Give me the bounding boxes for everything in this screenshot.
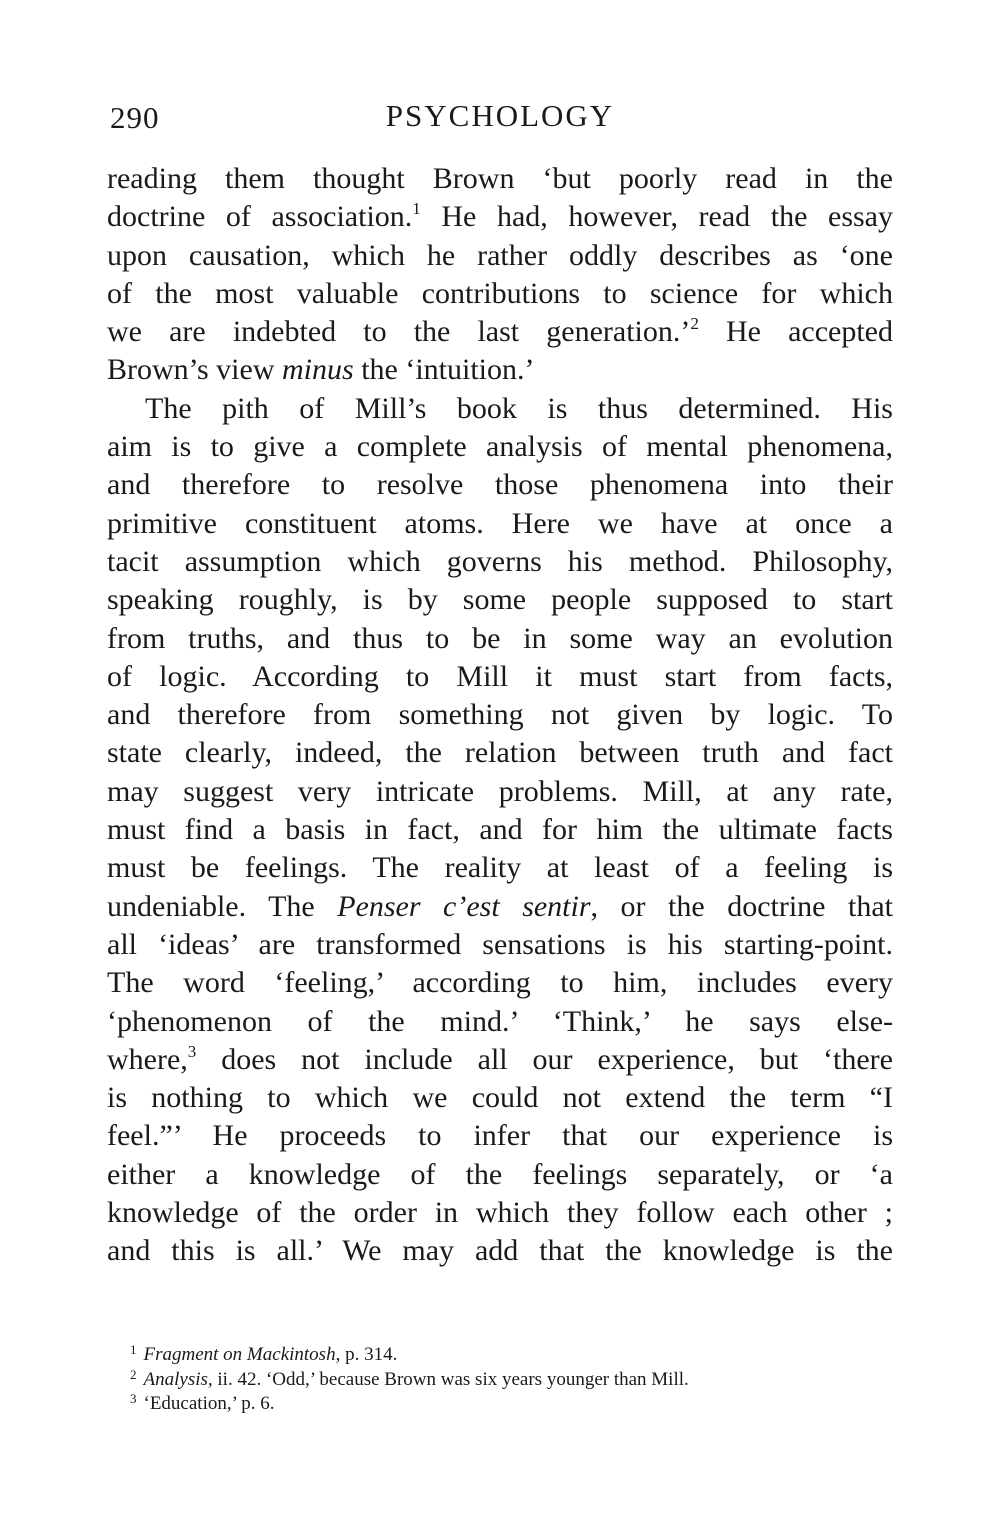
text-run: , or the doctrine that [590, 889, 893, 923]
italic-text: minus [282, 353, 354, 387]
footnote [130, 1338, 890, 1363]
italic-text: Analysis [143, 1368, 208, 1390]
text-run: of logic. According to Mill it must start from facts, [107, 659, 893, 693]
text-line [107, 1041, 893, 1079]
text-line [107, 466, 893, 504]
text-line [107, 773, 893, 811]
text-line [107, 1117, 893, 1155]
running-title: PSYCHOLOGY [385, 98, 615, 133]
text-line [107, 926, 893, 964]
text-line [107, 888, 893, 926]
text-run: where, [107, 1042, 188, 1076]
text-line [107, 160, 893, 198]
text-line [107, 198, 893, 236]
text-line [107, 1194, 893, 1232]
text-run: the ‘intuition.’ [353, 353, 535, 387]
text-line [107, 275, 893, 313]
text-run: ‘phenomenon of the mind.’ ‘Think,’ he says else- [107, 1004, 893, 1038]
text-line [107, 849, 893, 887]
footnote-reference: 3 [187, 1041, 197, 1061]
page-number: 290 [110, 100, 160, 135]
footnote [130, 1387, 890, 1412]
footnote-reference: 1 [412, 199, 421, 219]
text-line [107, 1156, 893, 1194]
text-run: from truths, and thus to be in some way an evolution [107, 621, 893, 655]
italic-text: Fragment on Mackintosh [143, 1344, 336, 1365]
text-line [107, 390, 893, 428]
text-run: we are indebted to the last generation.’ [107, 315, 691, 349]
text-run: , p. 314. [335, 1344, 398, 1365]
text-line [107, 428, 893, 466]
text-line [107, 1003, 893, 1041]
text-run: primitive constituent atoms. Here we have at once a [107, 506, 893, 540]
text-run: undeniable. The [107, 889, 338, 923]
text-run: state clearly, indeed, the relation between truth and fact [107, 736, 893, 770]
text-line [107, 696, 893, 734]
text-run: The word ‘feeling,’ according to him, includes every [107, 966, 893, 1000]
body-text [107, 160, 893, 1271]
text-run: must find a basis in fact, and for him the ultimate facts [107, 813, 893, 847]
text-line [107, 811, 893, 849]
text-run: knowledge of the order in which they follow each other ; [107, 1196, 893, 1230]
footnotes [130, 1338, 890, 1412]
text-line [107, 658, 893, 696]
text-run: and this is all.’ We may add that the knowledge is the [107, 1234, 893, 1268]
text-run: He had, however, read the essay [420, 200, 893, 234]
text-run: He accepted [698, 315, 893, 349]
text-line [107, 734, 893, 772]
text-run: feel.”’ He proceeds to infer that our experience is [107, 1119, 893, 1153]
text-line [107, 351, 893, 389]
text-run: either a knowledge of the feelings separately, or ‘a [107, 1157, 893, 1191]
text-run: all ‘ideas’ are transformed sensations is his starting-point. [107, 927, 893, 961]
italic-text: Penser c’est sentir [337, 889, 591, 923]
text-run: aim is to give a complete analysis of mental phenomena, [107, 430, 893, 464]
text-run: is nothing to which we could not extend the term “I [107, 1081, 893, 1115]
text-run: Brown’s view [107, 353, 282, 387]
text-run: may suggest very intricate problems. Mill, at any rate, [107, 774, 893, 808]
text-line [107, 581, 893, 619]
text-run: The pith of Mill’s book is thus determined. His [145, 391, 893, 425]
text-line [107, 237, 893, 275]
text-line [107, 505, 893, 543]
text-line [107, 620, 893, 658]
text-run: speaking roughly, is by some people supposed to start [107, 583, 893, 617]
text-run: upon causation, which he rather oddly describes as ‘one [107, 238, 893, 272]
text-line [107, 313, 893, 351]
footnote-reference: 2 [690, 314, 699, 334]
text-line [107, 1079, 893, 1117]
text-line [107, 964, 893, 1002]
text-run: of the most valuable contributions to science for which [107, 276, 893, 310]
text-run: , ii. 42. ‘Odd,’ because Brown was six years younger than Mill. [207, 1368, 689, 1390]
text-line [107, 1232, 893, 1270]
footnote [130, 1363, 890, 1388]
text-run: ‘Education,’ p. 6. [143, 1393, 275, 1414]
text-line [107, 543, 893, 581]
text-run: reading them thought Brown ‘but poorly read in the [107, 162, 893, 195]
footnote-mark: 2 [130, 1366, 137, 1382]
text-run: does not include all our experience, but ‘there [196, 1042, 893, 1076]
text-run: must be feelings. The reality at least of a feeling is [107, 851, 893, 885]
footnote-mark: 1 [130, 1342, 137, 1357]
text-run: and therefore from something not given by logic. To [107, 698, 893, 732]
text-run: and therefore to resolve those phenomena into their [107, 468, 893, 502]
text-run: tacit assumption which governs his method. Philosophy, [107, 544, 893, 578]
text-run: doctrine of association. [107, 200, 413, 234]
footnote-mark: 3 [130, 1391, 137, 1406]
